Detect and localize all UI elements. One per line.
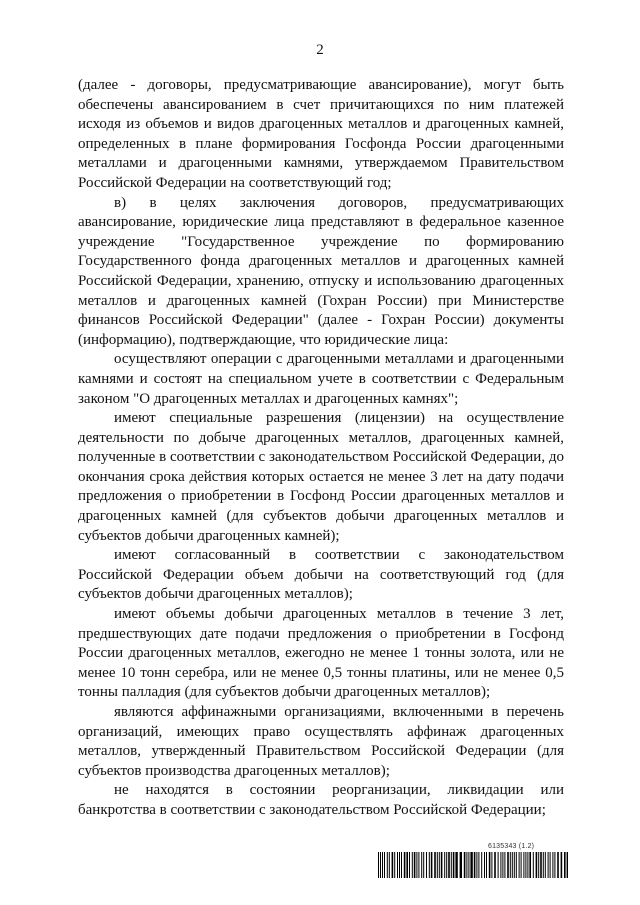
paragraph-condition-4: имеют объемы добычи драгоценных металлов в течение 3 лет, предшествующих дате подачи предложения о приобретении в Госфонд России драгоценных металлов, ежегодно не менее 1 тонны золота, или не менее 10 тонн серебра, или не менее 0,5 тонны платины, или не менее 0,5 тонны палладия (для субъектов добычи драгоценных металлов);	[78, 606, 564, 701]
document-body	[78, 76, 564, 821]
paragraph-condition-1: осуществляют операции с драгоценными металлами и драгоценными камнями и состоят на специальном учете в соответствии с Федеральным законом "О драгоценных металлах и драгоценных камнях";	[78, 351, 564, 407]
paragraph-continuation: (далее - договоры, предусматривающие авансирование), могут быть обеспечены авансированием в счет причитающихся по ним платежей исходя из объемов и видов драгоценных металлов и драгоценных камней, определенных в плане формирования Госфонда России драгоценными металлами и драгоценными камнями, утверждаемом Правительством Российской Федерации на соответствующий год;	[78, 77, 564, 191]
barcode-icon	[378, 852, 568, 878]
paragraph-condition-3: имеют согласованный в соответствии с законодательством Российской Федерации объем добычи на соответствующий год (для субъектов добычи драгоценных металлов);	[78, 547, 564, 603]
paragraph-condition-5: являются аффинажными организациями, включенными в перечень организаций, имеющих право осуществлять аффинаж драгоценных металлов, утвержденный Правительством Российской Федерации (для субъектов производства драгоценных металлов);	[78, 704, 564, 779]
paragraph-condition-6: не находятся в состоянии реорганизации, ликвидации или банкротства в соответствии с законодательством Российской Федерации;	[78, 782, 564, 818]
paragraph-item-v: в) в целях заключения договоров, предусматривающих авансирование, юридические лица представляют в федеральное казенное учреждение "Государственное учреждение по формированию Государственного фонда драгоценных металлов и драгоценных камней Российской Федерации, хранению, отпуску и использованию драгоценных металлов и драгоценных камней (Гохран России) при Министерстве финансов Российской Федерации" (далее - Гохран России) документы (информацию), подтверждающие, что юридические лица:	[78, 194, 564, 348]
page-number: 2	[316, 42, 324, 58]
document-code: 6135343 (1.2)	[488, 843, 535, 850]
paragraph-condition-2: имеют специальные разрешения (лицензии) на осуществление деятельности по добыче драгоценных металлов, драгоценных камней, полученные в соответствии с законодательством Российской Федерации, до окончания срока действия которых остается не менее 3 лет на дату подачи предложения о приобретении в Госфонд России драгоценных металлов и драгоценных камней (для субъектов добычи драгоценных металлов и субъектов добычи драгоценных камней);	[78, 410, 564, 544]
